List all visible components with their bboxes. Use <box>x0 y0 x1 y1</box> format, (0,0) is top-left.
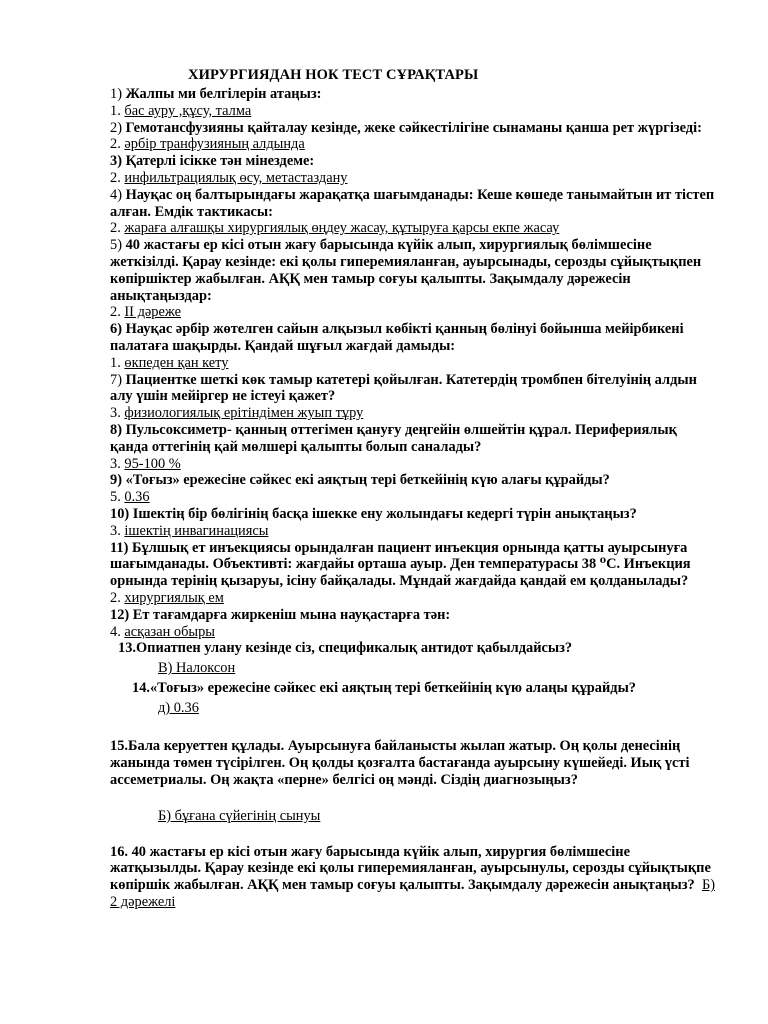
answer-8: 3. 95-100 % <box>110 455 181 472</box>
question-text: Науқас әрбір жөтелген сайын алқызыл көбікті қанның бөлінуі бойынша мейірбикені палатаға шақырды. Қандай шұғыл жағдай дамыды: <box>110 321 684 354</box>
answer-text: асқазан обыры <box>124 623 215 640</box>
answer-3: 2. инфильтрациялық өсу, метастаздану <box>110 169 348 186</box>
question-1: 1) Жалпы ми белгілерін атаңыз: <box>110 86 322 102</box>
question-8: 8) Пульсоксиметр- қанның оттегімен қануғу деңгейін өлшейтін құрал. Перифериялық қанда оттегінің қай мөлшері қалыпты болып саналады? <box>110 421 677 455</box>
question-text: 40 жастағы ер кісі отын жағу барысында күйік алып, хирургиялық бөлімшесіне жеткізілді. Қарау кезінде: екі қолы гиперемияланған, ауырсынады, серозды сұйықтықпен көпіршіктер жабылған. АҚҚ мен тамыр соғуы қалыпты. Зақымдалу дәрежесін анықтаңыздар: <box>110 237 702 304</box>
answer-text: әрбір транфузияның алдында <box>124 136 305 153</box>
question-13 <box>110 640 715 657</box>
answer-5: 2. II дәреже <box>110 304 182 321</box>
answer-text: хирургиялық ем <box>124 589 224 606</box>
answer-15 <box>110 808 715 825</box>
question-5: 5) 40 жастағы ер кісі отын жағу барысында күйік алып, хирургиялық бөлімшесіне жеткізілді. Қарау кезінде: екі қолы гиперемияланған, ауырсынады, серозды сұйықтықпен көпіршіктер жабылған. АҚҚ мен тамыр соғуы қалыпты. Зақымдалу дәрежесін анықтаңыздар: <box>110 237 702 304</box>
answer-text: жараға алғашқы хирургиялық өңдеу жасау, құтыруға қарсы екпе жасау <box>124 220 560 237</box>
answer-2: 2. әрбір транфузияның алдында <box>110 136 305 153</box>
answer-14 <box>110 700 715 717</box>
answer-text: ішектің инвагинациясы <box>124 522 269 539</box>
question-text: Жалпы ми белгілерін атаңыз: <box>125 86 322 102</box>
question-text: 13.Опиатпен улану кезінде сіз, спецификалық антидот қабылдайсыз? <box>118 640 573 657</box>
question-text: Ішектің бір бөлігінің басқа ішекке ену жолындағы кедергі түрін анықтаңыз? <box>132 505 637 522</box>
question-4: 4) Науқас оң балтырындағы жарақатқа шағымданады: Кеше көшеде танымайтын ит тістеп алған. Емдік тактикасы: <box>110 186 715 220</box>
answer-text: Б) 2 дәрежелі <box>110 877 715 911</box>
question-7: 7) Пациентке шеткі көк тамыр катетері қойылған. Катетердің тромбпен бітелуінің алдын алу үшін мейіргер не істеуі қажет? <box>110 371 697 405</box>
question-text: «Тоғыз» ережесіне сәйкес екі аяқтың тері беткейінің күю алағы құрайды? <box>125 472 610 489</box>
answer-text: бас ауру ,құсу, талма <box>124 102 252 119</box>
question-16 <box>110 844 715 911</box>
question-text: Бұлшық ет инъекциясы орындалған пациент инъекция орнында қатты ауырсынуға шағымданады. Объективті: жағдайы орташа ауыр. Ден температурасы 38 ⁰С. Инъекция орнында терінің қызаруы, ісіну байқалады. Мұндай жағдайда қандай ем қолданылады? <box>110 539 691 590</box>
answer-13 <box>110 660 715 677</box>
answer-text: 95-100 % <box>124 455 181 472</box>
answer-text: физиологиялық ерітіндімен жуып тұру <box>124 405 364 422</box>
question-text: Пациентке шеткі көк тамыр катетері қойылған. Катетердің тромбпен бітелуінің алдын алу үшін мейіргер не істеуі қажет? <box>110 371 697 405</box>
question-3: 3) Қатерлі ісікке тән мінездеме: <box>110 153 315 170</box>
answer-4: 2. жараға алғашқы хирургиялық өңдеу жасау, құтыруға қарсы екпе жасау <box>110 220 560 237</box>
question-15 <box>110 738 715 788</box>
question-text: Қатерлі ісікке тән мінездеме: <box>125 153 315 170</box>
answer-text: Б) бұғана сүйегінің сынуы <box>158 807 321 824</box>
question-text: Гемотансфузияны қайталау кезінде, жеке сәйкестілігіне сынаманы қанша рет жүргізеді: <box>125 119 702 136</box>
answer-text: инфильтрациялық өсу, метастаздану <box>124 169 348 186</box>
answer-7: 3. физиологиялық ерітіндімен жуып тұру <box>110 405 364 422</box>
answer-text: II дәреже <box>124 304 182 321</box>
document-title: ХИРУРГИЯДАН НОК ТЕСТ СҰРАҚТАРЫ <box>188 67 479 83</box>
question-text: Науқас оң балтырындағы жарақатқа шағымданады: Кеше көшеде танымайтын ит тістеп алған. Емдік тактикасы: <box>110 186 715 220</box>
answer-10: 3. ішектің инвагинациясы <box>110 522 269 539</box>
answer-1: 1. бас ауру ,құсу, талма <box>110 102 252 119</box>
answer-text: д) 0.36 <box>158 699 199 716</box>
question-text: Пульсоксиметр- қанның оттегімен қануғу деңгейін өлшейтін құрал. Перифериялық қанда оттегінің қай мөлшері қалыпты болып саналады? <box>110 421 677 455</box>
question-2: 2) Гемотансфузияны қайталау кезінде, жеке сәйкестілігіне сынаманы қанша рет жүргізеді: <box>110 119 702 136</box>
answer-9: 5. 0.36 <box>110 489 150 506</box>
question-text: 16. 40 жастағы ер кісі отын жағу барысында күйік алып, хирургия бөлімшесіне жатқызылды. Қарау кезінде екі қолы гиперемияланған, ауырсынулы, серозды сұйықтықпе көпіршік жабылған. АҚҚ мен тамыр соғуы қалыпты. Зақымдалу дәрежесін анықтаңыз? <box>110 843 711 894</box>
question-text: 15.Бала керуеттен құлады. Ауырсынуға байланысты жылап жатыр. Оң қолы денесінің жанында төмен түсірілген. Оң қолды қозғалта бастағанда ауырсыну күшейеді. Иық үсті ассеметриалы. Оң жақта «перне» белгісі оң мәнді. Сіздің диагнозыңыз? <box>110 738 690 789</box>
answer-11: 2. хирургиялық ем <box>110 589 224 606</box>
answer-text: В) Налоксон <box>158 660 236 677</box>
answer-text: 0.36 <box>124 489 150 506</box>
question-10: 10) Ішектің бір бөлігінің басқа ішекке ену жолындағы кедергі түрін анықтаңыз? <box>110 505 637 522</box>
question-9: 9) «Тоғыз» ережесіне сәйкес екі аяқтың тері беткейінің күю алағы құрайды? <box>110 472 610 489</box>
answer-text: өкпеден қан кету <box>124 354 229 371</box>
question-text: Ет тағамдарға жиркеніш мына науқастарға тән: <box>132 606 451 623</box>
question-6: 6) Науқас әрбір жөтелген сайын алқызыл көбікті қанның бөлінуі бойынша мейірбикені палатаға шақырды. Қандай шұғыл жағдай дамыды: <box>110 321 684 354</box>
question-list <box>110 86 715 911</box>
question-11: 11) Бұлшық ет инъекциясы орындалған пациент инъекция орнында қатты ауырсынуға шағымданады. Объективті: жағдайы орташа ауыр. Ден температурасы 38 ⁰С. Инъекция орнында терінің қызаруы, ісіну байқалады. Мұндай жағдайда қандай ем қолданылады? <box>110 539 691 590</box>
question-14 <box>110 680 715 697</box>
answer-12: 4. асқазан обыры <box>110 623 215 640</box>
answer-6: 1. өкпеден қан кету <box>110 354 229 371</box>
question-text: 14.«Тоғыз» ережесіне сәйкес екі аяқтың тері беткейінің күю алаңы құрайды? <box>132 679 637 696</box>
question-12: 12) Ет тағамдарға жиркеніш мына науқастарға тән: <box>110 606 451 623</box>
